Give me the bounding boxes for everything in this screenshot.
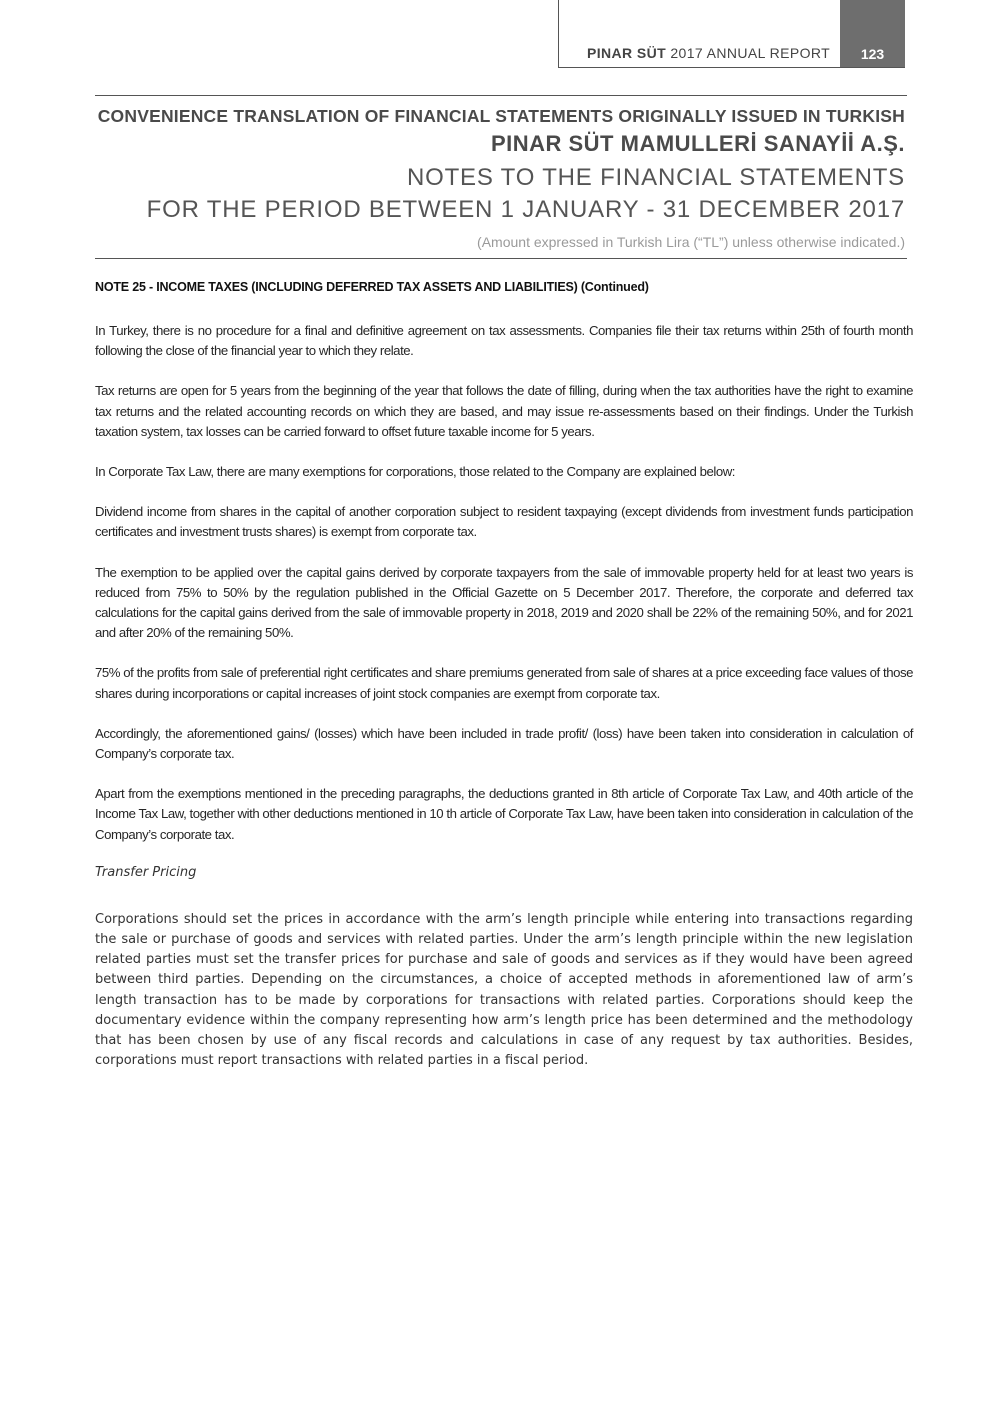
transfer-pricing-heading: Transfer Pricing xyxy=(95,864,197,880)
paragraph-exemptions-intro: In Corporate Tax Law, there are many exemptions for corporations, those related to the Company are explained below: xyxy=(95,464,736,480)
header-top-rule xyxy=(95,95,907,96)
header-bottom-rule xyxy=(95,258,907,259)
page-number: 123 xyxy=(860,46,885,62)
currency-note: (Amount expressed in Turkish Lira (“TL”) unless otherwise indicated.) xyxy=(477,234,905,250)
paragraph-deductions: Apart from the exemptions mentioned in the preceding paragraphs, the deductions granted in 8th article of Corporate Tax Law, and 40th article of the Income Tax Law, together with other deductions mentioned in 10 th article of Corporate Tax Law, have been taken into consideration in calculation of the Company’s corporate tax. xyxy=(95,786,913,842)
note-title: NOTE 25 - INCOME TAXES (INCLUDING DEFERRED TAX ASSETS AND LIABILITIES) (Continued) xyxy=(95,280,649,294)
paragraph-tax-returns: Tax returns are open for 5 years from the beginning of the year that follows the date of filling, during when the tax authorities have the right to examine tax returns and the related accounting records on which they are based, and may issue re-assessments based on their findings. Under the Turkish taxation system, tax losses can be carried forward to offset future taxable income for 5 years. xyxy=(95,383,913,439)
running-header-title xyxy=(587,45,830,61)
paragraph-dividend-income: Dividend income from shares in the capital of another corporation subject to resident taxpaying (except dividends from investment funds participation certificates and investment trusts shares) is exempt from corporate tax. xyxy=(95,504,913,540)
company-name: PINAR SÜT MAMULLERİ SANAYİİ A.Ş. xyxy=(490,131,905,156)
paragraph-preferential-rights: 75% of the profits from sale of preferential right certificates and share premiums generated from sale of shares at a price exceeding face values of those shares during incorporations or capital increases of joint stock companies are exempt from corporate tax. xyxy=(95,665,913,701)
paragraph-gains-losses: Accordingly, the aforementioned gains/ (losses) which have been included in trade profit/ (loss) have been taken into consideration in calculation of Company’s corporate tax. xyxy=(95,725,913,762)
period-title: FOR THE PERIOD BETWEEN 1 JANUARY - 31 DECEMBER 2017 xyxy=(146,196,905,223)
running-header-brand: PINAR SÜT xyxy=(587,45,667,61)
running-header-report: 2017 ANNUAL REPORT xyxy=(670,45,831,61)
running-header xyxy=(558,0,905,68)
paragraph-tax-assessment: In Turkey, there is no procedure for a final and definitive agreement on tax assessments. Companies file their tax returns within 25th of fourth month following the close of the financial year to which they relate. xyxy=(95,323,913,359)
note-body xyxy=(95,276,913,1071)
document-title: NOTES TO THE FINANCIAL STATEMENTS xyxy=(406,164,905,191)
paragraph-capital-gains: The exemption to be applied over the capital gains derived by corporate taxpayers from the sale of immovable property held for at least two years is reduced from 75% to 50% by the regulation published in the Official Gazette on 5 December 2017. Therefore, the corporate and deferred tax calculations for the capital gains derived from the sale of immovable property in 2018, 2019 and 2020 shall be 22% of the remaining 50%, and for 2021 and after 20% of the remaining 50%. xyxy=(95,564,913,641)
translation-notice: CONVENIENCE TRANSLATION OF FINANCIAL STATEMENTS ORIGINALLY ISSUED IN TURKISH xyxy=(97,106,905,126)
transfer-pricing-paragraph: Corporations should set the prices in accordance with the arm’s length principle while entering into transactions regarding the sale or purchase of goods and services with related parties. Under the arm’s length principle within the new legislation related parties must set the transfer prices for purchase and sale of goods and services as if they would have been agreed between third parties. Depending on the circumstances, a choice of accepted methods in aforementioned law of arm’s length transaction has to be made by corporations for transactions with related parties. Corporations should keep the documentary evidence within the company representing how arm’s length price has been determined and the methodology that has been chosen by use of any fiscal records and calculations in case of any request by tax authorities. Besides, corporations must report transactions with related parties in a fiscal period. xyxy=(95,911,913,1069)
page-number-box xyxy=(840,0,905,67)
